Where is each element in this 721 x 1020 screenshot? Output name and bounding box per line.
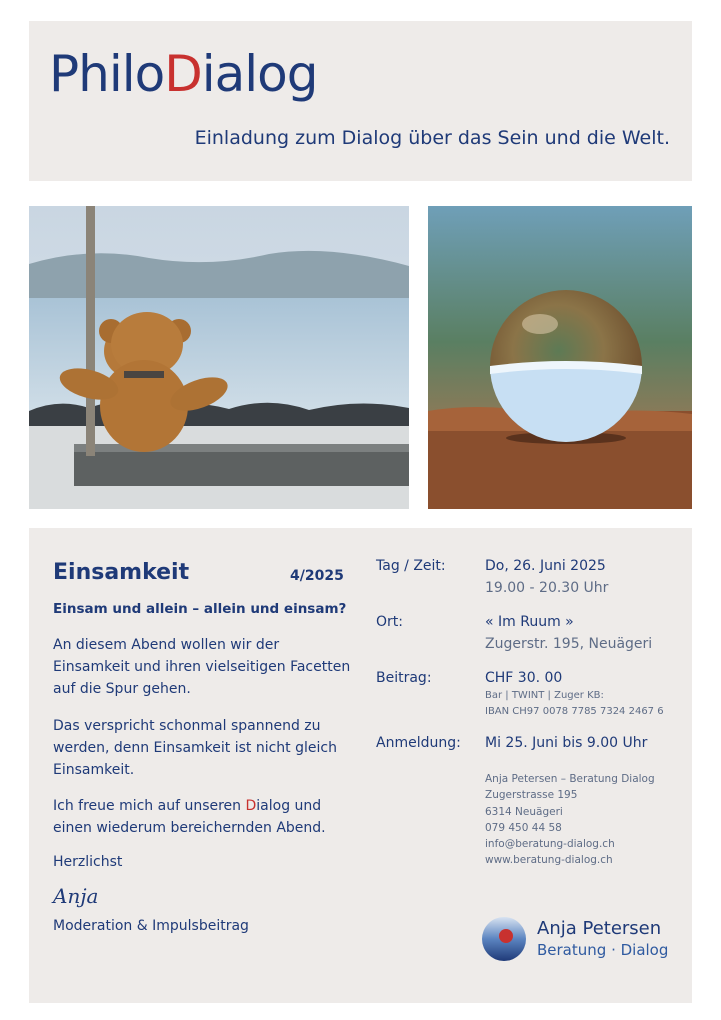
event-paragraph-2: Das verspricht schonmal spannend zu werden, denn Einsamkeit ist nicht gleich Einsamkeit. [53, 718, 337, 778]
p3-pre: Ich freue mich auf unseren [53, 798, 246, 814]
contact-block [485, 771, 655, 869]
place-value: « Im Ruum » [485, 614, 574, 630]
brand-title [49, 45, 318, 103]
contact-city: 6314 Neuägeri [485, 805, 563, 818]
contact-street: Zugerstrasse 195 [485, 789, 578, 802]
fee-value: CHF 30. 00 [485, 670, 563, 686]
header-banner [29, 21, 692, 181]
photo-crystal-ball [428, 206, 692, 509]
logo-name: Anja Petersen [537, 918, 662, 939]
signature: Anja [53, 884, 99, 908]
tagline: Einladung zum Dialog über das Sein und die Welt. [194, 127, 670, 149]
logo-icon [481, 916, 527, 962]
payment-methods: Bar | TWINT | Zuger KB: [485, 690, 604, 701]
address-value: Zugerstr. 195, Neuägeri [485, 636, 653, 652]
contact-web[interactable]: www.beratung-dialog.ch [485, 854, 613, 867]
greeting: Herzlichst [53, 854, 123, 870]
place-label: Ort: [376, 614, 403, 630]
p3-post: ialog und einen wiederum bereichernden Abend. [53, 798, 326, 836]
contact-phone: 079 450 44 58 [485, 821, 562, 834]
registration-value: Mi 25. Juni bis 9.00 Uhr [485, 735, 648, 751]
iban: IBAN CH97 0078 7785 7324 2467 6 [485, 706, 664, 717]
brand-part1: Philo [49, 45, 165, 103]
photo-teddy-swing [29, 206, 409, 509]
date-value: Do, 26. Juni 2025 [485, 558, 606, 574]
brand-accent: D [164, 45, 202, 103]
event-title: Einsamkeit [53, 560, 190, 585]
role-text: Moderation & Impulsbeitrag [53, 918, 249, 934]
p3-accent: D [245, 798, 257, 814]
event-paragraph-1: An diesem Abend wollen wir der Einsamkeit und ihren vielseitigen Facetten auf die Spur gehen. [53, 637, 351, 697]
registration-label: Anmeldung: [376, 735, 461, 751]
fee-label: Beitrag: [376, 670, 432, 686]
event-paragraph-3 [53, 795, 353, 839]
contact-name: Anja Petersen – Beratung Dialog [485, 773, 655, 785]
event-issue: 4/2025 [290, 568, 344, 584]
date-label: Tag / Zeit: [376, 558, 446, 574]
contact-email[interactable]: info@beratung-dialog.ch [485, 838, 615, 851]
logo-subtitle: Beratung · Dialog [537, 941, 669, 959]
time-value: 19.00 - 20.30 Uhr [485, 580, 609, 596]
event-subtitle: Einsam und allein – allein und einsam? [53, 601, 347, 617]
event-panel [29, 528, 692, 1003]
brand-part2: ialog [201, 45, 318, 103]
